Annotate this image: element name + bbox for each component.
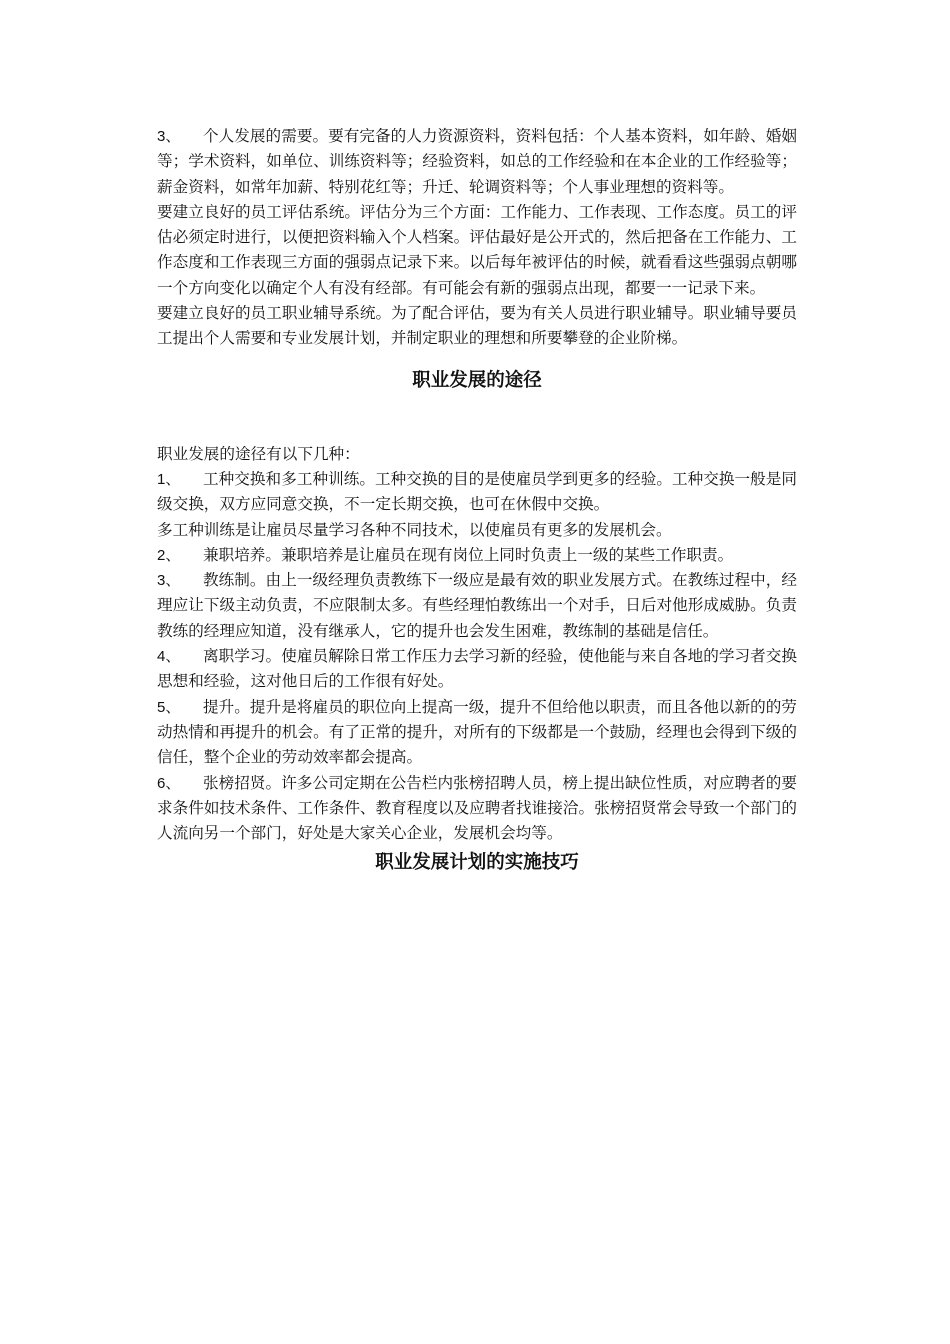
list-item-job-posting	[157, 771, 797, 847]
list-item-text: 张榜招贤。许多公司定期在公告栏内张榜招聘人员，榜上提出缺位性质，对应聘者的要求条件如技术条件、工作条件、教育程度以及应聘者找谁接洽。张榜招贤常会导致一个部门的人流向另一个部门，好处是大家关心企业，发展机会均等。	[157, 773, 797, 843]
list-item-off-job-learning	[157, 644, 797, 695]
list-item-job-rotation	[157, 467, 797, 518]
list-item-text: 离职学习。使雇员解除日常工作压力去学习新的经验，使他能与来自各地的学习者交换思想和经验，这对他日后的工作很有好处。	[157, 647, 797, 691]
paragraph-paths-intro: 职业发展的途径有以下几种：	[157, 444, 360, 463]
list-item-number: 4、	[157, 648, 181, 666]
document-body	[157, 124, 797, 876]
list-item-coaching	[157, 568, 797, 644]
section-heading-career-paths: 职业发展的途径	[412, 369, 542, 391]
list-item-number: 1、	[157, 470, 181, 488]
list-item-text: 提升。提升是将雇员的职位向上提高一级，提升不但给他以职责，而且各他以新的的劳动热情和再提升的机会。有了正常的提升，对所有的下级都是一个鼓励，经理也会得到下级的信任，整个企业的劳动效率都会提高。	[157, 697, 797, 767]
list-item-number: 3、	[157, 128, 181, 145]
list-item-number: 6、	[157, 774, 181, 792]
list-item-number: 2、	[157, 546, 181, 564]
list-item-text: 个人发展的需要。要有完备的人力资源资料，资料包括：个人基本资料，如年龄、婚姻等；学术资料，如单位、训练资料等；经验资料，如总的工作经验和在本企业的工作经验等；薪金资料，如常年加薪、特别花红等；升迁、轮调资料等；个人事业理想的资料等。	[157, 127, 797, 196]
paragraph-multi-skill-training: 多工种训练是让雇员尽量学习各种不同技术，以使雇员有更多的发展机会。	[157, 520, 672, 539]
list-item-number: 5、	[157, 698, 181, 716]
list-item-text: 教练制。由上一级经理负责教练下一级应是最有效的职业发展方式。在教练过程中，经理应让下级主动负责，不应限制太多。有些经理怕教练出一个对手，日后对他形成威胁。负责教练的经理应知道，没有继承人，它的提升也会发生困难，教练制的基础是信任。	[157, 571, 797, 640]
paragraph-career-guidance: 要建立良好的员工职业辅导系统。为了配合评估，要为有关人员进行职业辅导。职业辅导要员工提出个人需要和专业发展计划，并制定职业的理想和所要攀登的企业阶梯。	[157, 304, 797, 348]
list-item-text: 工种交换和多工种训练。工种交换的目的是使雇员学到更多的经验。工种交换一般是同级交换，双方应同意交换，不一定长期交换，也可在休假中交换。	[157, 469, 797, 514]
list-item-part-time-training	[157, 543, 797, 568]
section-heading-implementation-skills: 职业发展计划的实施技巧	[375, 852, 579, 874]
list-item-promotion	[157, 695, 797, 771]
list-item-number: 3、	[157, 572, 181, 590]
list-item-personal-development	[157, 124, 797, 200]
paragraph-evaluation-system: 要建立良好的员工评估系统。评估分为三个方面：工作能力、工作表现、工作态度。员工的评估必须定时进行，以便把资料输入个人档案。评估最好是公开式的，然后把备在工作能力、工作态度和工作表现三方面的强弱点记录下来。以后每年被评估的时候，就看看这些强弱点朝哪一个方向变化以确定个人有没有经部。有可能会有新的强弱点出现，都要一一记录下来。	[157, 202, 797, 297]
list-item-text: 兼职培养。兼职培养是让雇员在现有岗位上同时负责上一级的某些工作职责。	[203, 545, 734, 564]
